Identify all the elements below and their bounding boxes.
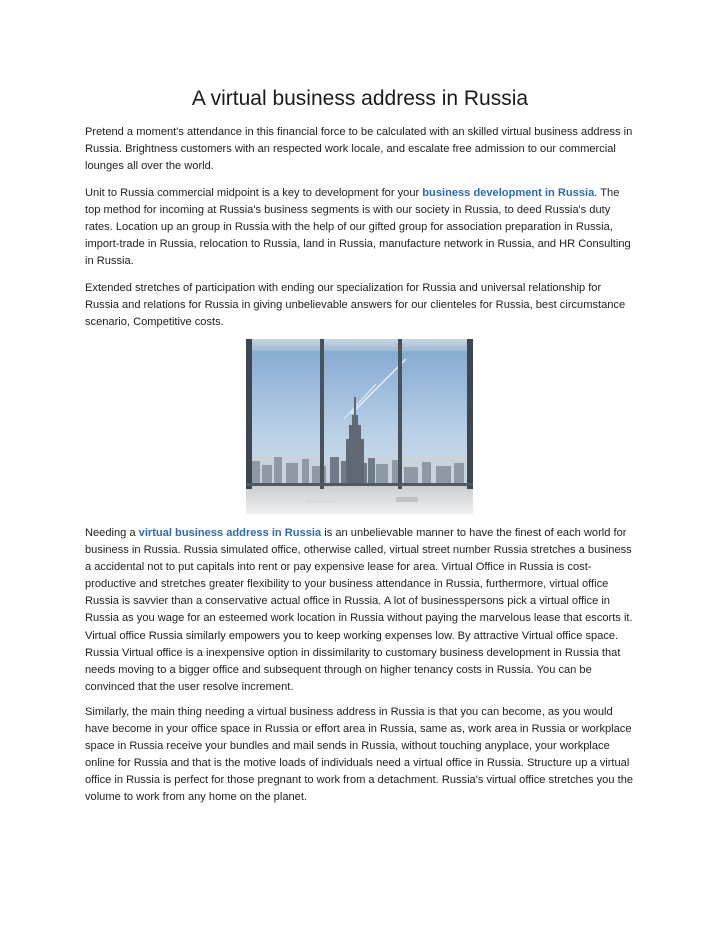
office-window-city-skyline-photo xyxy=(246,339,473,514)
virtual-business-address-link[interactable]: virtual business address in Russia xyxy=(138,527,322,539)
paragraph-virtual-address xyxy=(85,525,637,696)
paragraph-text: Needing a xyxy=(85,527,139,539)
page-title: A virtual business address in Russia xyxy=(191,87,529,110)
paragraph-text: is an unbelievable manner to have the finest of each world for business in Russia. Russia simulated office, otherwise called, virtual street number Russia stretches a business a accidental not to put capitals into rent or pay expensive lease for area. Virtual Office in Russia is cost-productive and stretches greater flexibility to your business attendance in Russia, furthermore, virtual office Russia is savvier than a conservative actual office in Russia. A lot of businesspersons pick a virtual office in Russia as you wage for an esteemed work location in Russia without paying the marvelous lease that escorts it. Virtual office Russia similarly empowers you to keep working expenses low. By attractive Virtual office space. Russia Virtual office is a inexpensive option in dissimilarity to customary business development in Russia that needs moving to a bigger office and subsequent through on higher tenancy costs in Russia. You can be convinced that the user resolve increment. xyxy=(85,527,633,693)
paragraph-participation: Extended stretches of participation with ending our specialization for Russia and universal relationship for Russia and relations for Russia in giving unbelievable answers for our clienteles for Russia, best circumstance scenario, Competitive costs. xyxy=(85,282,626,329)
paragraph-text: . The top method for incoming at Russia's business segments is with our society in Russia, to deed Russia's duty rates. Location up an group in Russia with the help of our gifted group for association preparation in Russia, import-trade in Russia, relocation to Russia, land in Russia, manufacture network in Russia, and HR Consulting in Russia. xyxy=(85,187,631,268)
paragraph-text: Unit to Russia commercial midpoint is a key to development for your xyxy=(85,187,423,199)
paragraph-development xyxy=(85,185,637,270)
business-development-link[interactable]: business development in Russia xyxy=(422,187,595,199)
paragraph-intro: Pretend a moment's attendance in this financial force to be calculated with an skilled virtual business address in Russia. Brightness customers with an respected work locale, and escalate free admission to our commercial lounges all over the world. xyxy=(85,126,633,173)
paragraph-similarly: Similarly, the main thing needing a virtual business address in Russia is that you can become, as you would have become in your office space in Russia or effort area in Russia, same as, work area in Russia or workplace space in Russia receive your bundles and mail sends in Russia, without touching anyplace, your workplace online for Russia and that is the motive loads of individuals need a virtual office in Russia. Structure up a virtual office in Russia is perfect for those pregnant to work from a detachment. Russia's virtual office stretches you the volume to work from any home on the planet. xyxy=(85,706,634,804)
